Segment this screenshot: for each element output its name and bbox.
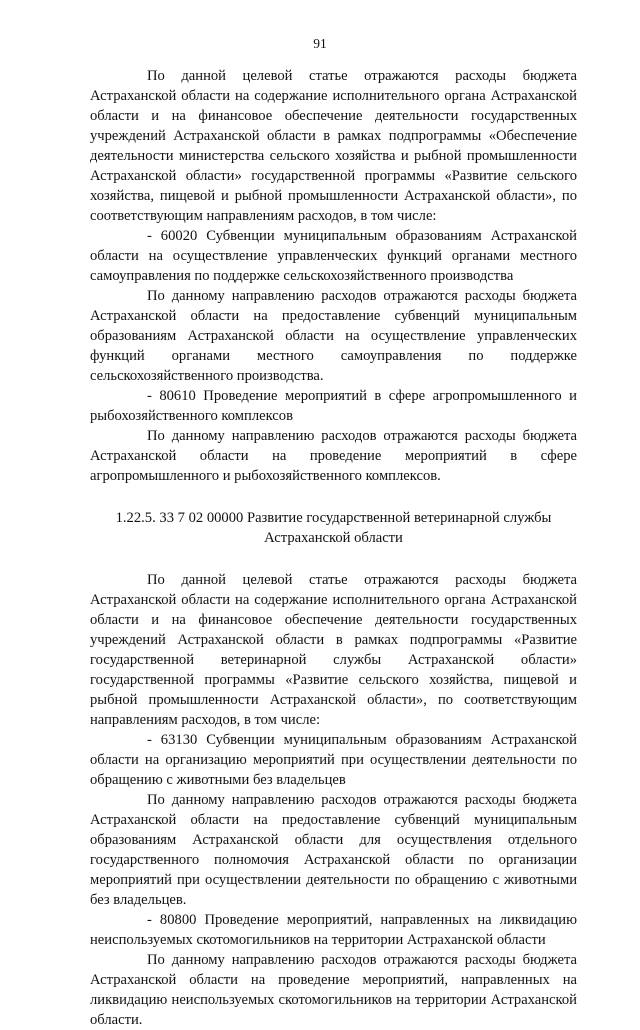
document-body <box>90 66 577 1030</box>
paragraph-intro-1: По данной целевой статье отражаются расходы бюджета Астраханской области на содержание исполнительного органа Астраханской области и на финансовое обеспечение деятельности государственных учреждений Астраханской области в рамках подпрограммы «Обеспечение деятельности министерства сельского хозяйства и рыбной промышленности Астраханской области» государственной программы «Развитие сельского хозяйства, пищевой и рыбной промышленности Астраханской области», по соответствующим направлениям расходов, в том числе: <box>90 68 577 224</box>
section-heading <box>90 508 577 548</box>
list-item-63130: - 63130 Субвенции муниципальным образованиям Астраханской области на организацию мероприятий при осуществлении деятельности по обращению с животными без владельцев <box>90 732 577 788</box>
list-item-60020: - 60020 Субвенции муниципальным образованиям Астраханской области на осуществление управленческих функций органами местного самоуправления по поддержке сельскохозяйственного производства <box>90 228 577 284</box>
paragraph-intro-2: По данной целевой статье отражаются расходы бюджета Астраханской области на содержание исполнительного органа Астраханской области и на финансовое обеспечение деятельности государственных учреждений Астраханской области в рамках подпрограммы «Развитие государственной ветеринарной службы Астраханской области» государственной программы «Развитие сельского хозяйства, пищевой и рыбной промышленности Астраханской области», по соответствующим направлениям расходов, в том числе: <box>90 572 577 728</box>
section-heading-line-2: Астраханской области <box>264 530 403 546</box>
page-number: 91 <box>313 36 327 51</box>
paragraph-63130-description: По данному направлению расходов отражаются расходы бюджета Астраханской области на предоставление субвенций муниципальным образованиям Астраханской области для осуществления отдельного государственного полномочия Астраханской области по организации мероприятий при осуществлении деятельности по обращению с животными без владельцев. <box>90 792 577 908</box>
list-item-80800: - 80800 Проведение мероприятий, направленных на ликвидацию неиспользуемых скотомогильников на территории Астраханской области <box>90 912 577 948</box>
paragraph-80610-description: По данному направлению расходов отражаются расходы бюджета Астраханской области на проведение мероприятий в сфере агропромышленного и рыбохозяйственного комплексов. <box>90 428 577 484</box>
paragraph-60020-description: По данному направлению расходов отражаются расходы бюджета Астраханской области на предоставление субвенций муниципальным образованиям Астраханской области на осуществление управленческих функций органами местного самоуправления по поддержке сельскохозяйственного производства. <box>90 288 577 384</box>
paragraph-80800-description: По данному направлению расходов отражаются расходы бюджета Астраханской области на проведение мероприятий, направленных на ликвидацию неиспользуемых скотомогильников на территории Астраханской области. <box>90 952 577 1028</box>
list-item-80610: - 80610 Проведение мероприятий в сфере агропромышленного и рыбохозяйственного комплексов <box>90 388 577 424</box>
section-heading-line-1: 1.22.5. 33 7 02 00000 Развитие государственной ветеринарной службы <box>115 510 552 526</box>
